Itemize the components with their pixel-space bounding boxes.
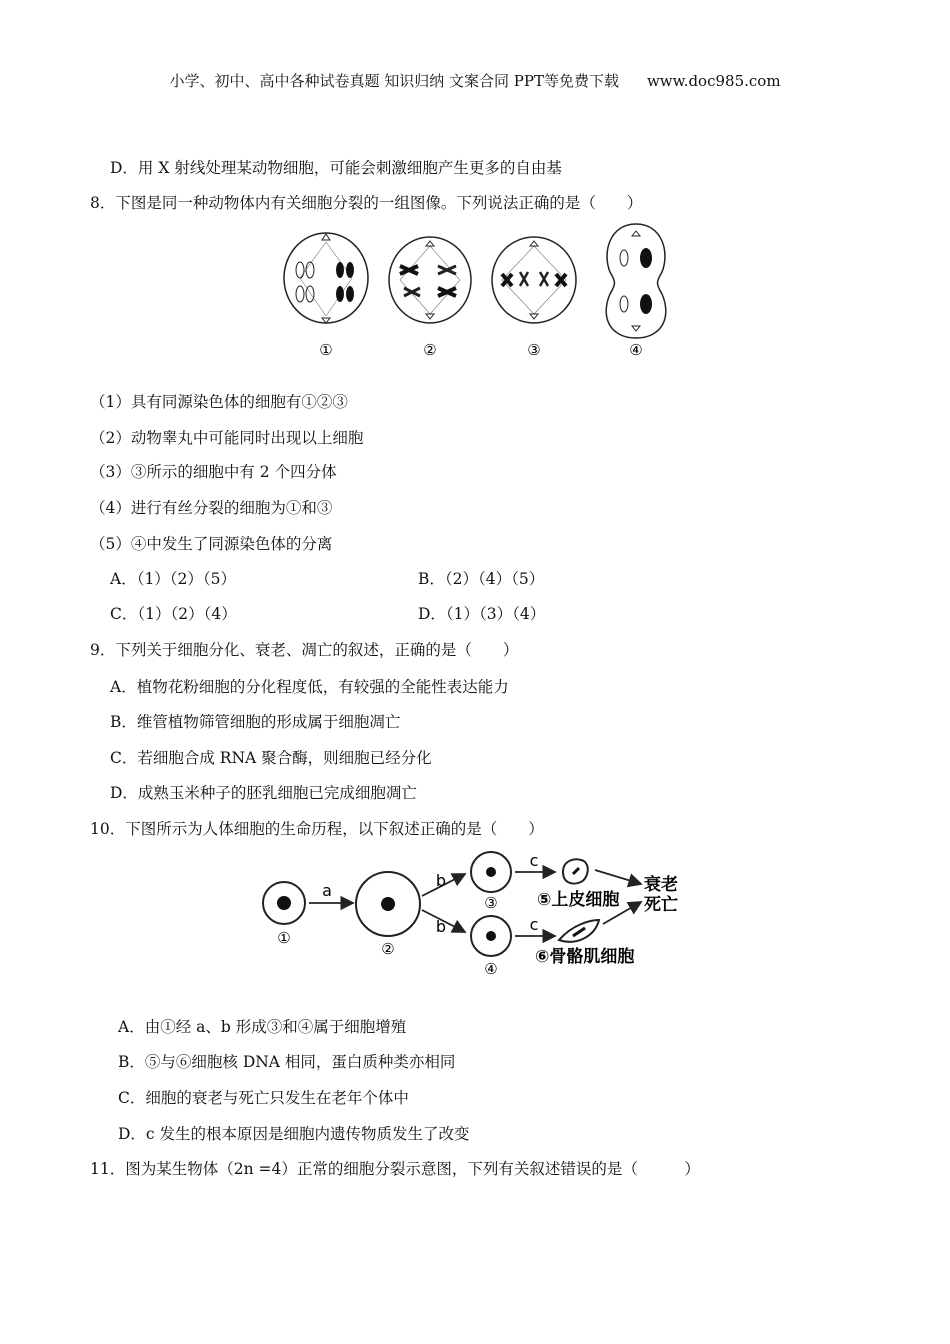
q9-option-d: D．成熟玉米种子的胚乳细胞已完成细胞凋亡 <box>110 784 417 802</box>
cell-6-label: ⑥骨骼肌细胞 <box>535 947 635 967</box>
cell-3 <box>492 237 576 323</box>
header-text: 小学、初中、高中各种试卷真题 知识归纳 文案合同 PPT等免费下载 <box>169 72 619 90</box>
q10-option-c: C．细胞的衰老与死亡只发生在老年个体中 <box>118 1089 409 1107</box>
q10-option-d: D．c 发生的根本原因是细胞内遗传物质发生了改变 <box>118 1125 470 1143</box>
fig-label-3: ③ <box>527 341 541 359</box>
arrow-c-lower-label: c <box>529 915 539 934</box>
cell-2 <box>389 237 471 323</box>
q8-statement-4: （4）进行有丝分裂的细胞为①和③ <box>90 499 333 517</box>
q7-option-d: D．用 X 射线处理某动物细胞，可能会刺激细胞产生更多的自由基 <box>110 159 562 177</box>
arrow-b-upper-label: b <box>435 871 447 890</box>
outcome-line-1: 衰老 <box>644 875 678 895</box>
cell-1 <box>284 233 368 323</box>
q9-option-b: B．维管植物筛管细胞的形成属于细胞凋亡 <box>110 713 401 731</box>
outcome-line-2: 死亡 <box>644 895 678 915</box>
arrow-c-upper-label: c <box>529 851 539 870</box>
cell-4 <box>606 224 666 338</box>
q8-option-c: C．（1）（2）（4） <box>110 605 237 623</box>
q10-stem: 10．下图所示为人体细胞的生命历程，以下叙述正确的是（ ） <box>90 820 544 838</box>
q8-option-b: B．（2）（4）（5） <box>418 570 545 588</box>
cell-5-label: ⑤上皮细胞 <box>537 890 620 910</box>
arrow-a-label: a <box>322 881 332 900</box>
q11-stem: 11．图为某生物体（2n =4）正常的细胞分裂示意图，下列有关叙述错误的是（ ） <box>90 1160 700 1178</box>
q9-option-c: C．若细胞合成 RNA 聚合酶，则细胞已经分化 <box>110 749 432 767</box>
q8-statement-2: （2）动物睾丸中可能同时出现以上细胞 <box>90 429 364 447</box>
page-header <box>0 70 950 91</box>
diagram-label-4: ④ <box>484 960 498 978</box>
fig-label-4: ④ <box>629 341 643 359</box>
q8-statement-3: （3）③所示的细胞中有 2 个四分体 <box>90 463 337 481</box>
q8-cell-division-figure <box>270 222 690 364</box>
arrow-b-lower-label: b <box>435 917 447 936</box>
diagram-label-1: ① <box>277 929 291 947</box>
fig-label-1: ① <box>319 341 333 359</box>
q8-option-d: D．（1）（3）（4） <box>418 605 546 623</box>
q10-cell-life-diagram <box>255 848 695 980</box>
header-url[interactable]: www.doc985.com <box>646 72 781 90</box>
diagram-label-2: ② <box>381 940 395 958</box>
fig-label-2: ② <box>423 341 437 359</box>
q8-stem: 8．下图是同一种动物体内有关细胞分裂的一组图像。下列说法正确的是（ ） <box>90 194 643 212</box>
q8-statement-1: （1）具有同源染色体的细胞有①②③ <box>90 393 348 411</box>
q8-statement-5: （5）④中发生了同源染色体的分离 <box>90 535 333 553</box>
q9-stem: 9．下列关于细胞分化、衰老、凋亡的叙述，正确的是（ ） <box>90 641 519 659</box>
q10-option-a: A．由①经 a、b 形成③和④属于细胞增殖 <box>118 1018 407 1036</box>
q10-option-b: B．⑤与⑥细胞核 DNA 相同，蛋白质种类亦相同 <box>118 1053 456 1071</box>
q8-option-a: A．（1）（2）（5） <box>110 570 237 588</box>
q9-option-a: A．植物花粉细胞的分化程度低，有较强的全能性表达能力 <box>110 678 509 696</box>
diagram-label-3: ③ <box>484 894 498 912</box>
